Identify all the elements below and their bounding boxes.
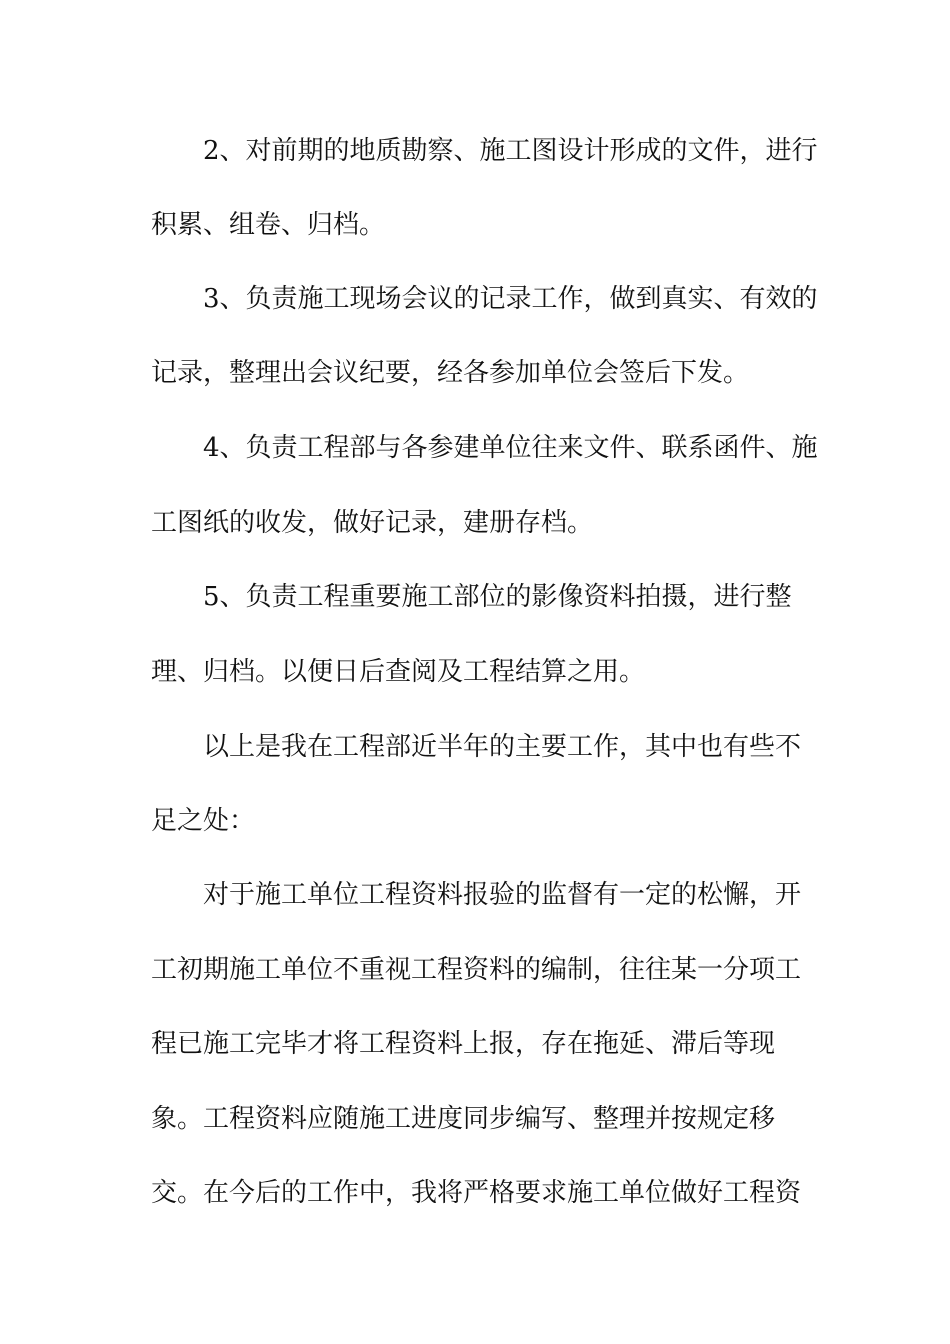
- issue-paragraph-line-5: 交。在今后的工作中，我将严格要求施工单位做好工程资: [151, 1178, 802, 1208]
- paragraph-2-line-2: 积累、组卷、归档。: [151, 210, 386, 240]
- paragraph-5-line-1: 5、负责工程重要施工部位的影像资料拍摄，进行整: [203, 582, 792, 612]
- issue-paragraph-line-1: 对于施工单位工程资料报验的监督有一定的松懈，开: [203, 880, 802, 910]
- summary-line-1: 以上是我在工程部近半年的主要工作，其中也有些不: [203, 732, 802, 762]
- issue-paragraph-line-4: 象。工程资料应随施工进度同步编写、整理并按规定移: [151, 1104, 776, 1134]
- paragraph-4-line-1: 4、负责工程部与各参建单位往来文件、联系函件、施: [203, 433, 818, 463]
- paragraph-3-line-2: 记录，整理出会议纪要，经各参加单位会签后下发。: [151, 358, 750, 388]
- paragraph-5-line-2: 理、归档。以便日后查阅及工程结算之用。: [151, 657, 646, 687]
- issue-paragraph-line-2: 工初期施工单位不重视工程资料的编制，往往某一分项工: [151, 955, 802, 985]
- paragraph-2-line-1: 2、对前期的地质勘察、施工图设计形成的文件，进行: [203, 136, 818, 166]
- summary-line-2: 足之处：: [151, 806, 256, 836]
- issue-paragraph-line-3: 程已施工完毕才将工程资料上报，存在拖延、滞后等现: [151, 1029, 776, 1059]
- paragraph-4-line-2: 工图纸的收发，做好记录，建册存档。: [151, 508, 594, 538]
- paragraph-3-line-1: 3、负责施工现场会议的记录工作，做到真实、有效的: [203, 284, 818, 314]
